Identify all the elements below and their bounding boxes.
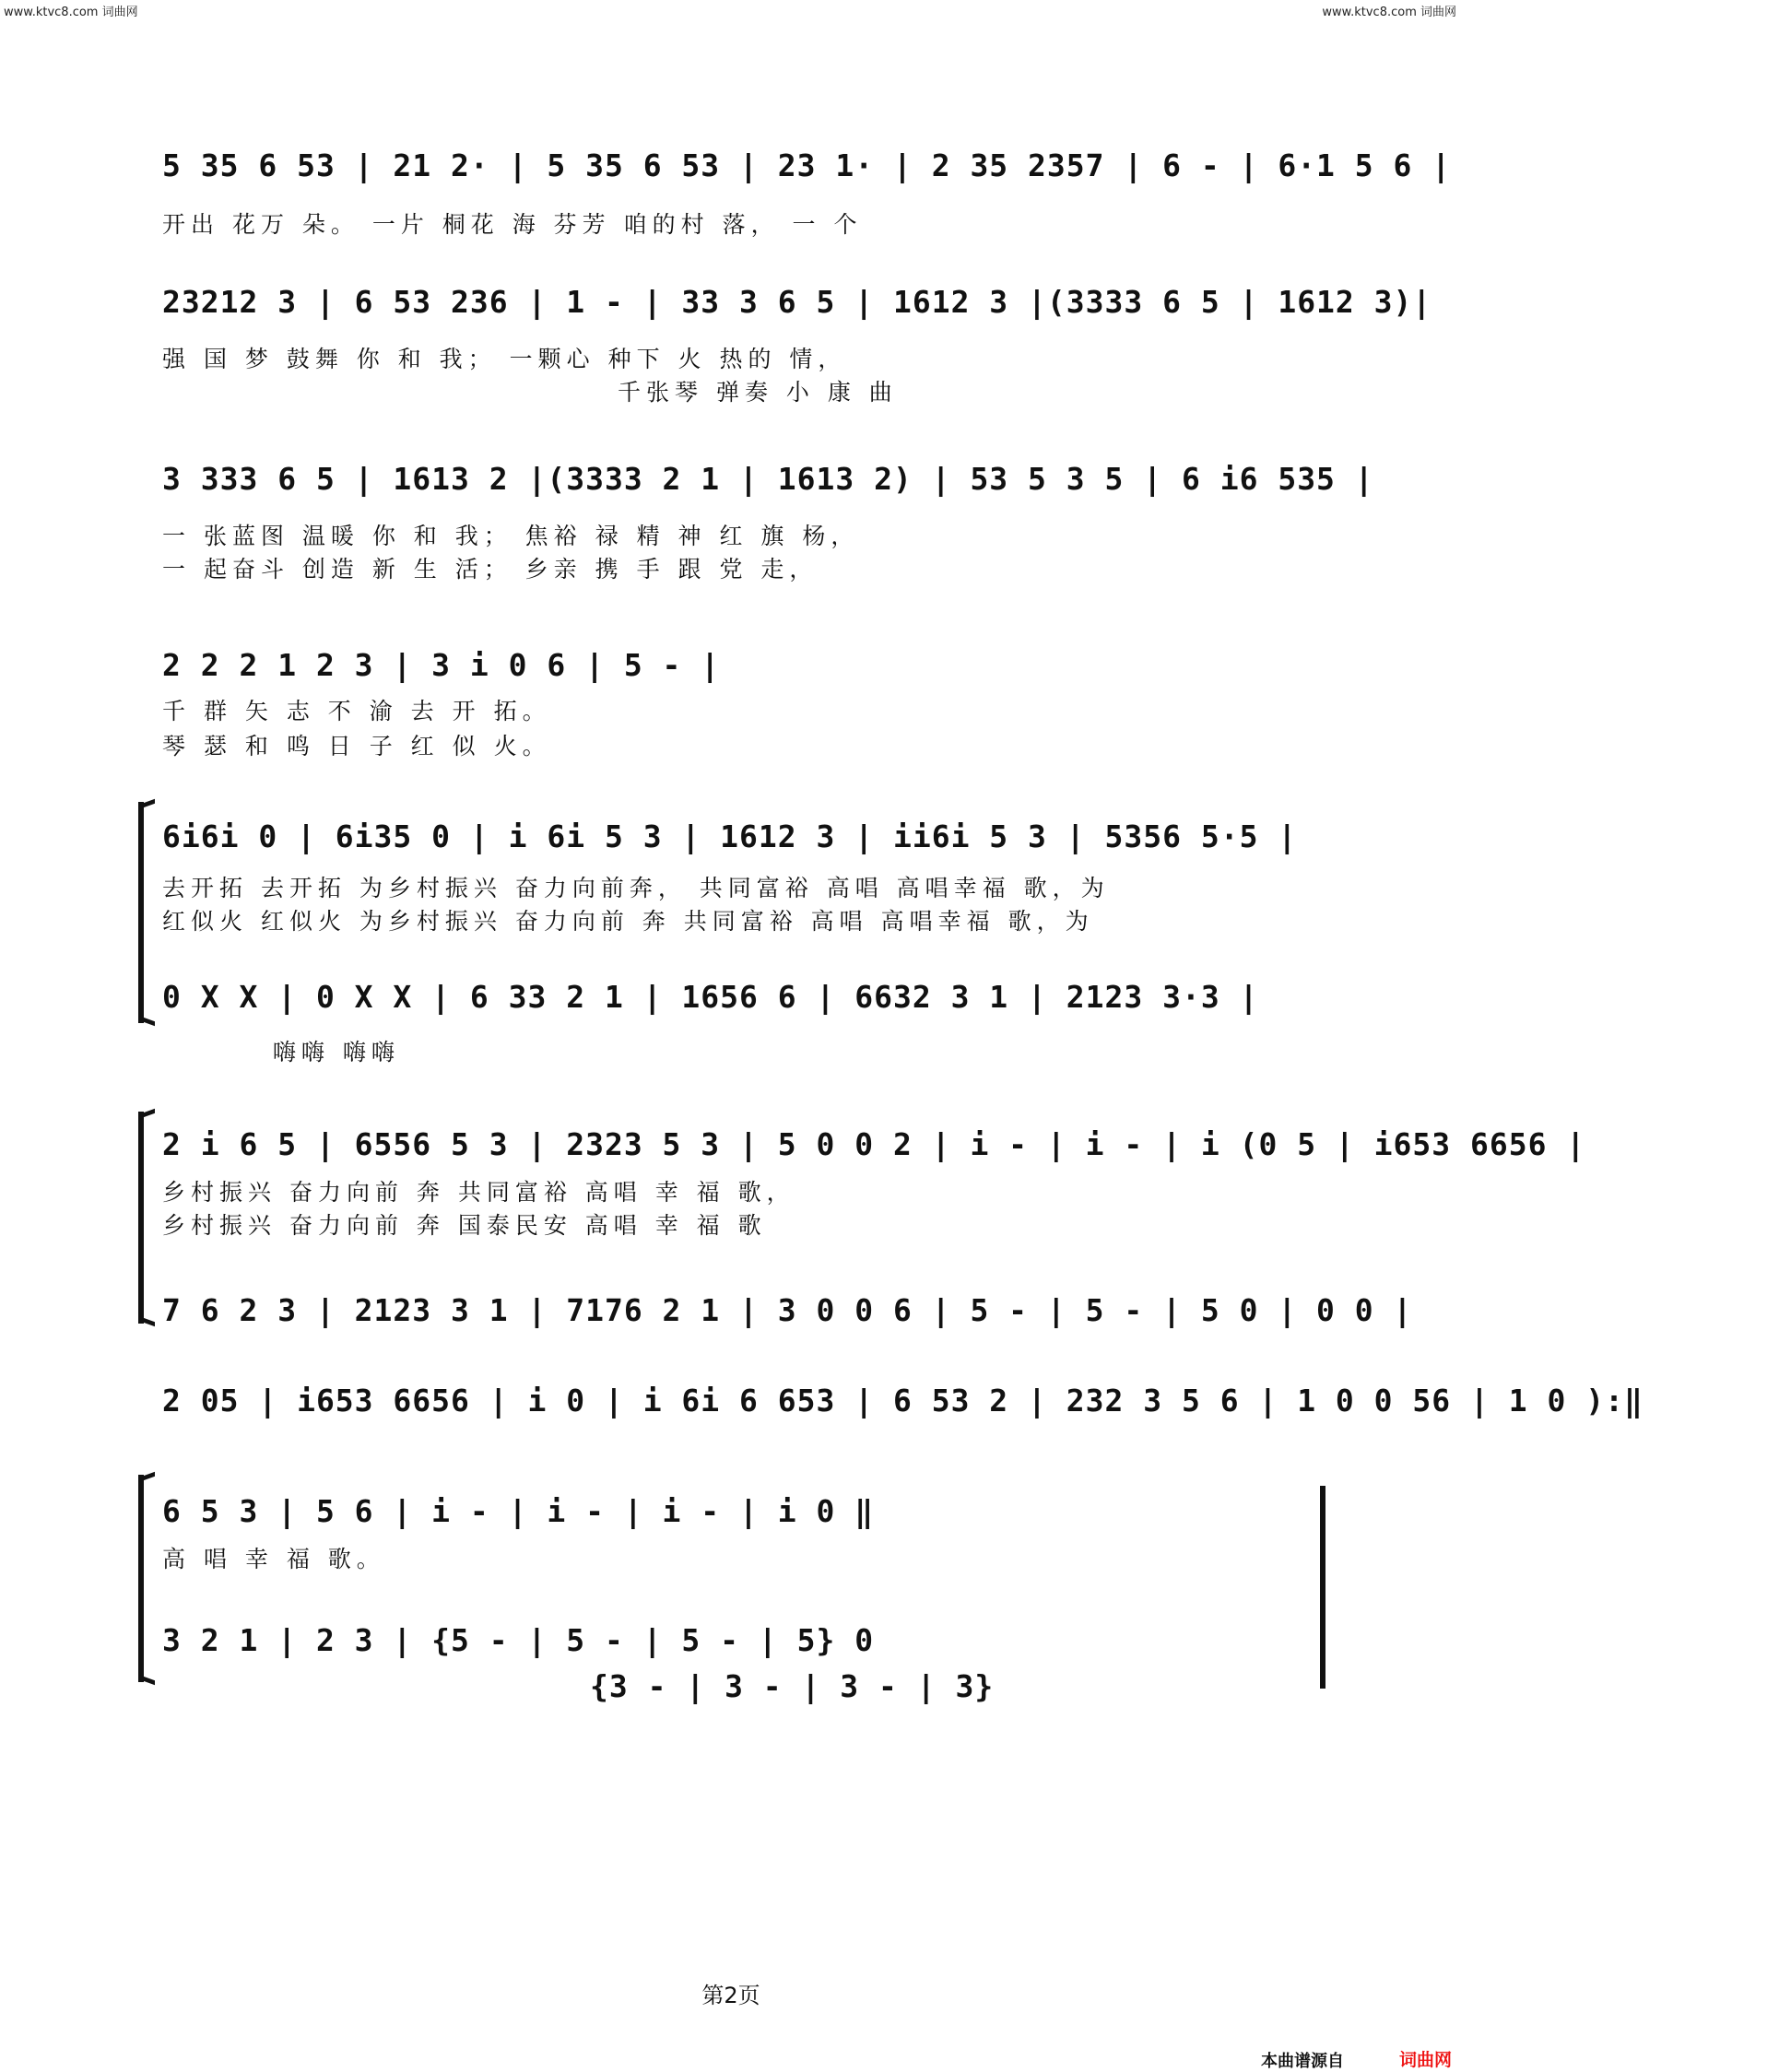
lyric-line-2b: 千张琴 弹奏 小 康 曲 <box>618 379 898 406</box>
system-bracket <box>138 1475 144 1682</box>
score-line-8-upper: 6 5 3 | 5 6 | i - | i - | i - | i 0 ‖ <box>162 1493 875 1529</box>
lyric-line-5b: 红似火 红似火 为乡村振兴 奋力向前 奔 共同富裕 高唱 高唱幸福 歌，为 <box>162 908 1094 935</box>
score-line-6-lower: 7 6 2 3 | 2123 3 1 | 7176 2 1 | 3 0 0 6 | 5 - | 5 - | 5 0 | 0 0 | <box>162 1292 1413 1328</box>
lyric-line-2a: 强 国 梦 鼓舞 你 和 我； 一颗心 种下 火 热的 情， <box>162 346 847 372</box>
score-line-2: 23212 3 | 6 53 236 | 1 - | 33 3 6 5 | 1612 3 |(3333 6 5 | 1612 3)| <box>162 284 1432 320</box>
score-line-6-upper: 2 i 6 5 | 6556 5 3 | 2323 5 3 | 5 0 0 2 | i - | i - | i (0 5 | i653 6656 | <box>162 1126 1586 1162</box>
source-label: 本曲谱源自 <box>1261 2052 1344 2071</box>
score-line-8-lower2: {3 - | 3 - | 3 - | 3} <box>590 1668 995 1704</box>
score-line-4: 2 2 2 1 2 3 | 3 i 0 6 | 5 - | <box>162 647 721 683</box>
site-logo: 词曲网 <box>1399 2050 1453 2070</box>
lyric-line-8: 高 唱 幸 福 歌。 <box>162 1546 385 1572</box>
lyric-line-5-lower: 嗨嗨 嗨嗨 <box>273 1039 400 1065</box>
score-line-5-upper: 6i6i 0 | 6i35 0 | i 6i 5 3 | 1612 3 | ii6i 5 3 | 5356 5·5 | <box>162 818 1298 854</box>
lyric-line-6a: 乡村振兴 奋力向前 奔 共同富裕 高唱 幸 福 歌， <box>162 1179 795 1206</box>
site-watermark-right: www.ktvc8.com 词曲网 <box>1322 6 1456 19</box>
score-line-1: 5 35 6 53 | 21 2· | 5 35 6 53 | 23 1· | 2 35 2357 | 6 - | 6·1 5 6 | <box>162 147 1452 183</box>
final-barline <box>1320 1486 1325 1689</box>
score-line-5-lower: 0 X X | 0 X X | 6 33 2 1 | 1656 6 | 6632 3 1 | 2123 3·3 | <box>162 979 1259 1015</box>
score-line-7: 2 05 | i653 6656 | i 0 | i 6i 6 653 | 6 53 2 | 232 3 5 6 | 1 0 0 56 | 1 0 ):‖ <box>162 1383 1644 1419</box>
site-watermark-left: www.ktvc8.com 词曲网 <box>4 6 138 19</box>
lyric-line-3b: 一 起奋斗 创造 新 生 活； 乡亲 携 手 跟 党 走， <box>162 556 819 583</box>
score-line-3: 3 333 6 5 | 1613 2 |(3333 2 1 | 1613 2) | 53 5 3 5 | 6 i6 535 | <box>162 461 1374 497</box>
lyric-line-4a: 千 群 矢 志 不 渝 去 开 拓。 <box>162 698 551 724</box>
lyric-line-6b: 乡村振兴 奋力向前 奔 国泰民安 高唱 幸 福 歌 <box>162 1212 767 1239</box>
lyric-line-4b: 琴 瑟 和 鸣 日 子 红 似 火。 <box>162 733 551 759</box>
lyric-line-3a: 一 张蓝图 温暖 你 和 我； 焦裕 禄 精 神 红 旗 杨， <box>162 523 860 549</box>
lyric-line-5a: 去开拓 去开拓 为乡村振兴 奋力向前奔， 共同富裕 高唱 高唱幸福 歌，为 <box>162 875 1110 901</box>
system-bracket <box>138 1112 144 1324</box>
system-bracket <box>138 802 144 1023</box>
score-line-8-lower: 3 2 1 | 2 3 | {5 - | 5 - | 5 - | 5} 0 <box>162 1622 875 1658</box>
lyric-line-1: 开出 花万 朵。 一片 桐花 海 芬芳 咱的村 落， 一 个 <box>162 211 863 238</box>
page-number: 第2页 <box>701 1983 760 2008</box>
